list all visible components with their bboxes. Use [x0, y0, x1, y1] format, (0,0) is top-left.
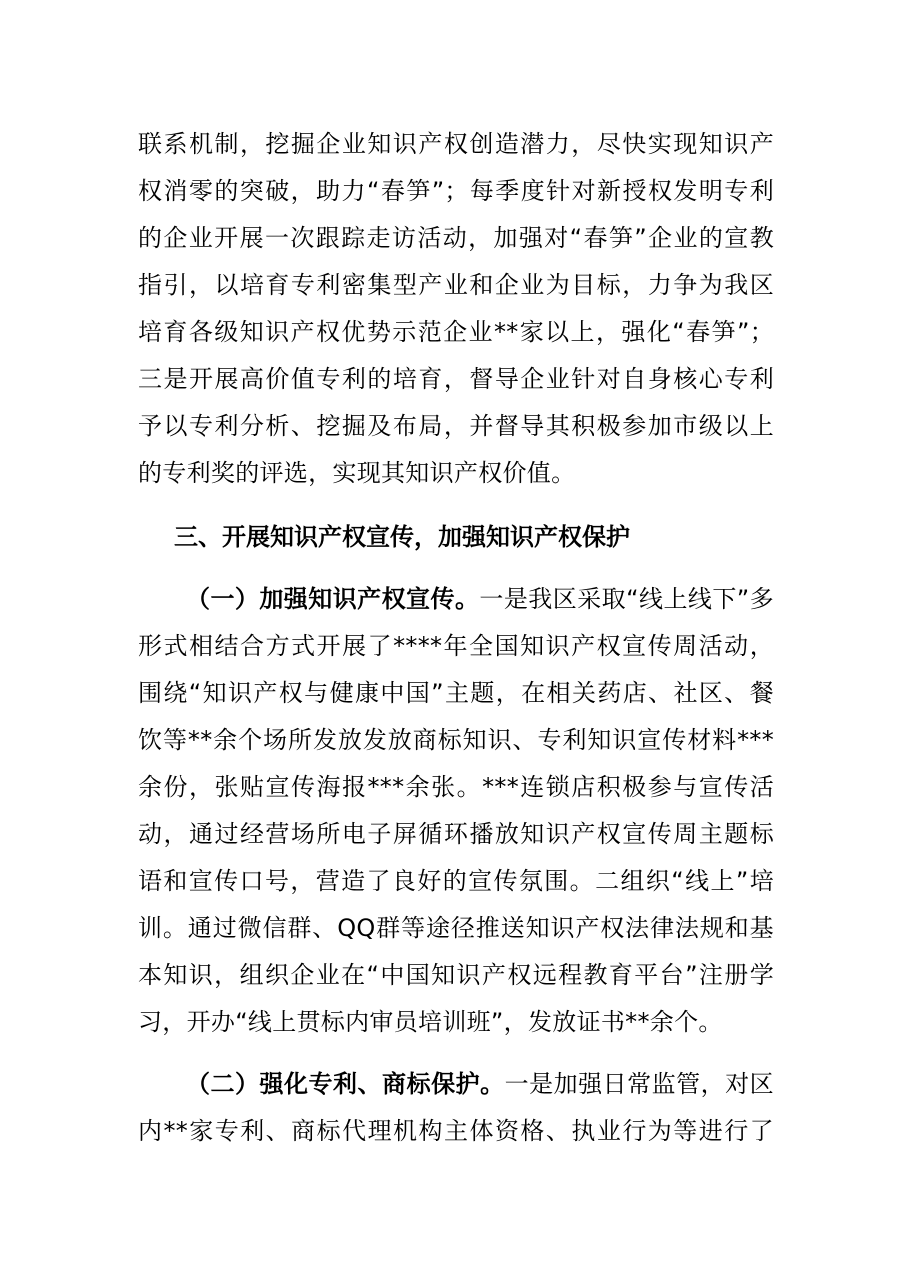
text-line: 指引，以培育专利密集型产业和企业为目标，力争为我区 — [138, 271, 774, 299]
text-line: 本知识，组织企业在“中国知识产权远程教育平台”注册学 — [138, 961, 774, 989]
document-body — [138, 121, 774, 1155]
text-line: 予以专利分析、挖掘及布局，并督导其积极参加市级以上 — [138, 412, 774, 440]
text-line: 联系机制，挖掘企业知识产权创造潜力，尽快实现知识产 — [138, 130, 774, 158]
text-line: 形式相结合方式开展了****年全国知识产权宣传周活动， — [138, 632, 774, 660]
text-line: 余份，张贴宣传海报***余张。***连锁店积极参与宣传活 — [138, 773, 774, 801]
text-run: 一是加强日常监管，对区 — [504, 1070, 774, 1098]
subsection-title: （一）加强知识产权宣传。 — [186, 585, 480, 613]
text-line: 内**家专利、商标代理机构主体资格、执业行为等进行了 — [138, 1117, 774, 1145]
subsection-title: （二）强化专利、商标保护。 — [186, 1070, 505, 1098]
paragraph-first-line — [138, 1061, 774, 1108]
text-line: 培育各级知识产权优势示范企业**家以上，强化“春笋”； — [138, 318, 774, 346]
text-line: 训。通过微信群、QQ群等途径推送知识产权法律法规和基 — [138, 914, 774, 942]
text-line: 的企业开展一次跟踪走访活动，加强对“春笋”企业的宣教 — [138, 224, 774, 252]
text-line: 三是开展高价值专利的培育，督导企业针对自身核心专利 — [138, 365, 774, 393]
text-line: 围绕“知识产权与健康中国”主题，在相关药店、社区、餐 — [138, 679, 774, 707]
text-run: 一是我区采取“线上线下”多 — [479, 585, 774, 613]
text-line: 饮等**余个场所发放发放商标知识、专利知识宣传材料*** — [138, 726, 774, 754]
paragraph-protection — [138, 1061, 774, 1155]
text-line: 动，通过经营场所电子屏循环播放知识产权宣传周主题标 — [138, 820, 774, 848]
text-line: 的专利奖的评选，实现其知识产权价值。 — [138, 459, 576, 487]
section-heading: 三、开展知识产权宣传，加强知识产权保护 — [174, 523, 630, 551]
paragraph-publicity — [138, 576, 774, 1046]
paragraph-first-line — [138, 576, 774, 623]
text-line: 权消零的突破，助力“春笋”；每季度针对新授权发明专利 — [138, 177, 774, 205]
text-line: 语和宣传口号，营造了良好的宣传氛围。二组织“线上”培 — [138, 867, 774, 895]
paragraph-continuation — [138, 121, 774, 497]
text-line: 习，开办“线上贯标内审员培训班”，发放证书**余个。 — [138, 1008, 723, 1036]
